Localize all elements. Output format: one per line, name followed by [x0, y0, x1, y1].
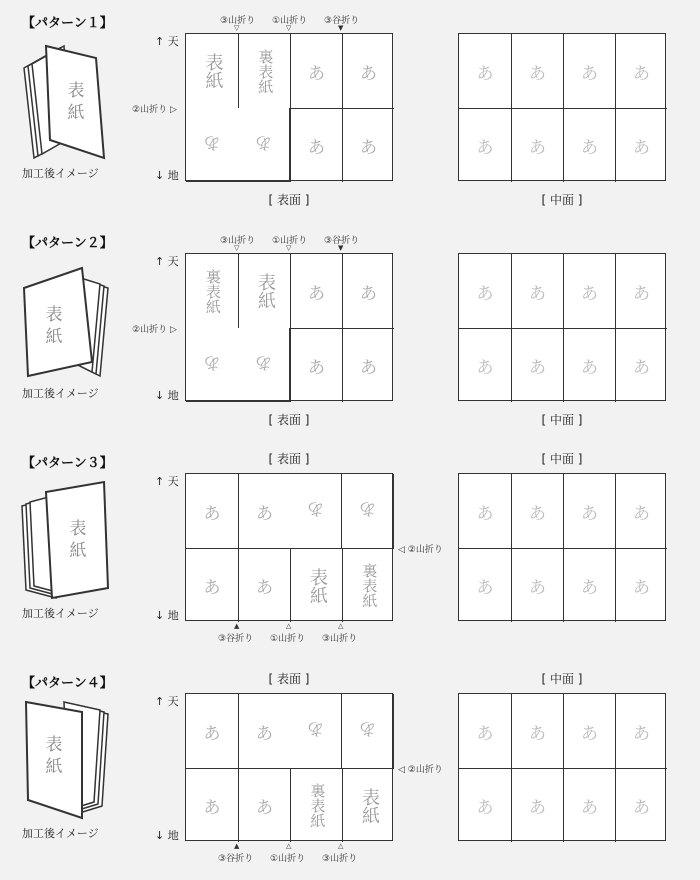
panel: あ — [563, 694, 615, 768]
panel-inverted: あ — [186, 328, 238, 402]
panel-cover: 表紙 — [342, 768, 394, 842]
panel: あ — [342, 254, 394, 328]
valley-fold-marker-icon: ▲ — [234, 622, 240, 630]
panel: あ — [615, 34, 667, 108]
fold-mark: ③山折り — [322, 634, 358, 644]
panel-back-cover: 裏表紙 — [203, 268, 222, 314]
panel: あ — [511, 694, 563, 768]
middle-face-label: [ 中面 ] — [541, 452, 583, 466]
panel-cover: 表紙 — [202, 53, 224, 89]
pattern-2 — [0, 220, 700, 440]
svg-text:紙: 紙 — [69, 541, 87, 561]
panel: あ — [476, 63, 494, 84]
booklet-illustration — [16, 38, 116, 160]
panel: あ — [563, 548, 615, 622]
panel: あ — [290, 34, 342, 108]
panel: あ — [511, 108, 563, 182]
panel: あ — [459, 548, 511, 622]
mountain-fold-marker-icon: △ — [286, 622, 292, 630]
panel-inverted: あ — [342, 694, 394, 768]
panel: あ — [342, 328, 394, 402]
panel: あ — [342, 34, 394, 108]
panel: あ — [203, 723, 221, 744]
booklet-illustration — [16, 698, 116, 820]
panel: あ — [511, 548, 563, 622]
bottom-label: ↓ 地 — [155, 829, 179, 842]
mountain-fold-marker-icon: ▽ — [286, 244, 292, 252]
panel: あ — [615, 254, 667, 328]
pattern-1 — [0, 0, 700, 220]
panel: あ — [459, 768, 511, 842]
fold-mark: ①山折り — [272, 16, 308, 26]
panel: あ — [459, 328, 511, 402]
fold-mark: ③谷折り — [324, 16, 360, 26]
bottom-label: ↓ 地 — [155, 609, 179, 622]
image-label: 加工後イメージ — [22, 607, 99, 620]
panel: あ — [290, 254, 342, 328]
image-label: 加工後イメージ — [22, 167, 99, 180]
middle-face-label: [ 中面 ] — [541, 672, 583, 686]
panel: あ — [476, 503, 494, 524]
svg-text:紙: 紙 — [45, 327, 63, 347]
svg-text:表: 表 — [45, 735, 63, 755]
svg-text:表: 表 — [67, 81, 85, 101]
front-face-label: [ 表面 ] — [268, 193, 310, 207]
panel-back-cover: 裏表紙 — [290, 768, 342, 842]
svg-text:表: 表 — [69, 519, 87, 539]
panel: あ — [563, 34, 615, 108]
panel-cover: 表紙 — [290, 548, 342, 622]
panel: あ — [290, 108, 342, 182]
panel: あ — [615, 328, 667, 402]
pattern-3 — [0, 440, 700, 660]
pattern-title: 【パターン１】 — [22, 16, 113, 31]
side-fold-mark: ◁ ②山折り — [398, 765, 443, 775]
front-face-label: [ 表面 ] — [268, 452, 310, 466]
panel: あ — [238, 548, 290, 622]
front-face-grid — [185, 33, 393, 181]
pattern-title: 【パターン２】 — [22, 236, 113, 251]
mountain-fold-marker-icon: ▽ — [234, 24, 240, 32]
panel: あ — [511, 34, 563, 108]
front-face-grid — [185, 253, 393, 401]
panel-cover: 表紙 — [238, 254, 290, 328]
panel: あ — [563, 328, 615, 402]
image-label: 加工後イメージ — [22, 387, 99, 400]
fold-mark: ①山折り — [270, 854, 306, 864]
front-face-label: [ 表面 ] — [268, 413, 310, 427]
front-face-grid — [185, 693, 393, 841]
side-fold-mark: ②山折り ▷ — [132, 325, 177, 335]
mountain-fold-marker-icon: △ — [338, 622, 344, 630]
panel: あ — [203, 503, 221, 524]
valley-fold-marker-icon: ▲ — [234, 842, 240, 850]
mountain-fold-marker-icon: ▽ — [234, 244, 240, 252]
pattern-4 — [0, 660, 700, 880]
panel: あ — [290, 328, 342, 402]
panel: あ — [563, 108, 615, 182]
panel: あ — [511, 474, 563, 548]
top-label: ↑ 天 — [155, 35, 179, 48]
panel: あ — [563, 254, 615, 328]
bottom-label: ↓ 地 — [155, 389, 179, 402]
panel: あ — [476, 723, 494, 744]
middle-face-label: [ 中面 ] — [541, 193, 583, 207]
svg-text:紙: 紙 — [67, 103, 85, 123]
fold-mark: ③谷折り — [218, 854, 254, 864]
panel: あ — [342, 108, 394, 182]
panel: あ — [186, 548, 238, 622]
panel-inverted: あ — [290, 474, 342, 548]
mountain-fold-marker-icon: ▽ — [286, 24, 292, 32]
panel-back-cover: 裏表紙 — [238, 34, 290, 108]
svg-text:表: 表 — [45, 305, 63, 325]
mountain-fold-marker-icon: △ — [338, 842, 344, 850]
svg-text:紙: 紙 — [45, 757, 63, 777]
fold-mark: ③谷折り — [324, 236, 360, 246]
panel-inverted: あ — [290, 694, 342, 768]
booklet-illustration — [16, 258, 116, 380]
panel: あ — [459, 108, 511, 182]
panel: あ — [511, 328, 563, 402]
panel: あ — [615, 768, 667, 842]
panel: あ — [615, 474, 667, 548]
valley-fold-marker-icon: ▼ — [338, 244, 344, 252]
front-face-label: [ 表面 ] — [268, 672, 310, 686]
middle-face-grid — [458, 253, 666, 401]
panel: あ — [476, 283, 494, 304]
bottom-label: ↓ 地 — [155, 169, 179, 182]
panel: あ — [615, 694, 667, 768]
panel: あ — [615, 108, 667, 182]
panel-inverted: あ — [238, 328, 290, 402]
pattern-title: 【パターン３】 — [22, 456, 113, 471]
fold-mark: ③山折り — [220, 16, 256, 26]
panel: あ — [563, 768, 615, 842]
panel: あ — [186, 768, 238, 842]
side-fold-mark: ◁ ②山折り — [398, 545, 443, 555]
panel-inverted: あ — [342, 474, 394, 548]
top-label: ↑ 天 — [155, 255, 179, 268]
image-label: 加工後イメージ — [22, 827, 99, 840]
fold-mark: ①山折り — [272, 236, 308, 246]
fold-mark: ①山折り — [270, 634, 306, 644]
valley-fold-marker-icon: ▼ — [338, 24, 344, 32]
panel: あ — [511, 768, 563, 842]
fold-mark: ③谷折り — [218, 634, 254, 644]
panel: あ — [238, 768, 290, 842]
pattern-title: 【パターン４】 — [22, 676, 113, 691]
middle-face-grid — [458, 473, 666, 621]
side-fold-mark: ②山折り ▷ — [132, 105, 177, 115]
top-label: ↑ 天 — [155, 695, 179, 708]
panel: あ — [615, 548, 667, 622]
panel-inverted: あ — [186, 108, 238, 182]
middle-face-grid — [458, 693, 666, 841]
panel: あ — [511, 254, 563, 328]
panel-back-cover: 裏表紙 — [342, 548, 394, 622]
panel: あ — [563, 474, 615, 548]
panel-inverted: あ — [238, 108, 290, 182]
middle-face-grid — [458, 33, 666, 181]
middle-face-label: [ 中面 ] — [541, 413, 583, 427]
top-label: ↑ 天 — [155, 475, 179, 488]
panel: あ — [238, 474, 290, 548]
panel: あ — [238, 694, 290, 768]
booklet-illustration — [16, 478, 116, 600]
fold-mark: ③山折り — [322, 854, 358, 864]
front-face-grid — [185, 473, 393, 621]
mountain-fold-marker-icon: △ — [286, 842, 292, 850]
fold-mark: ③山折り — [220, 236, 256, 246]
